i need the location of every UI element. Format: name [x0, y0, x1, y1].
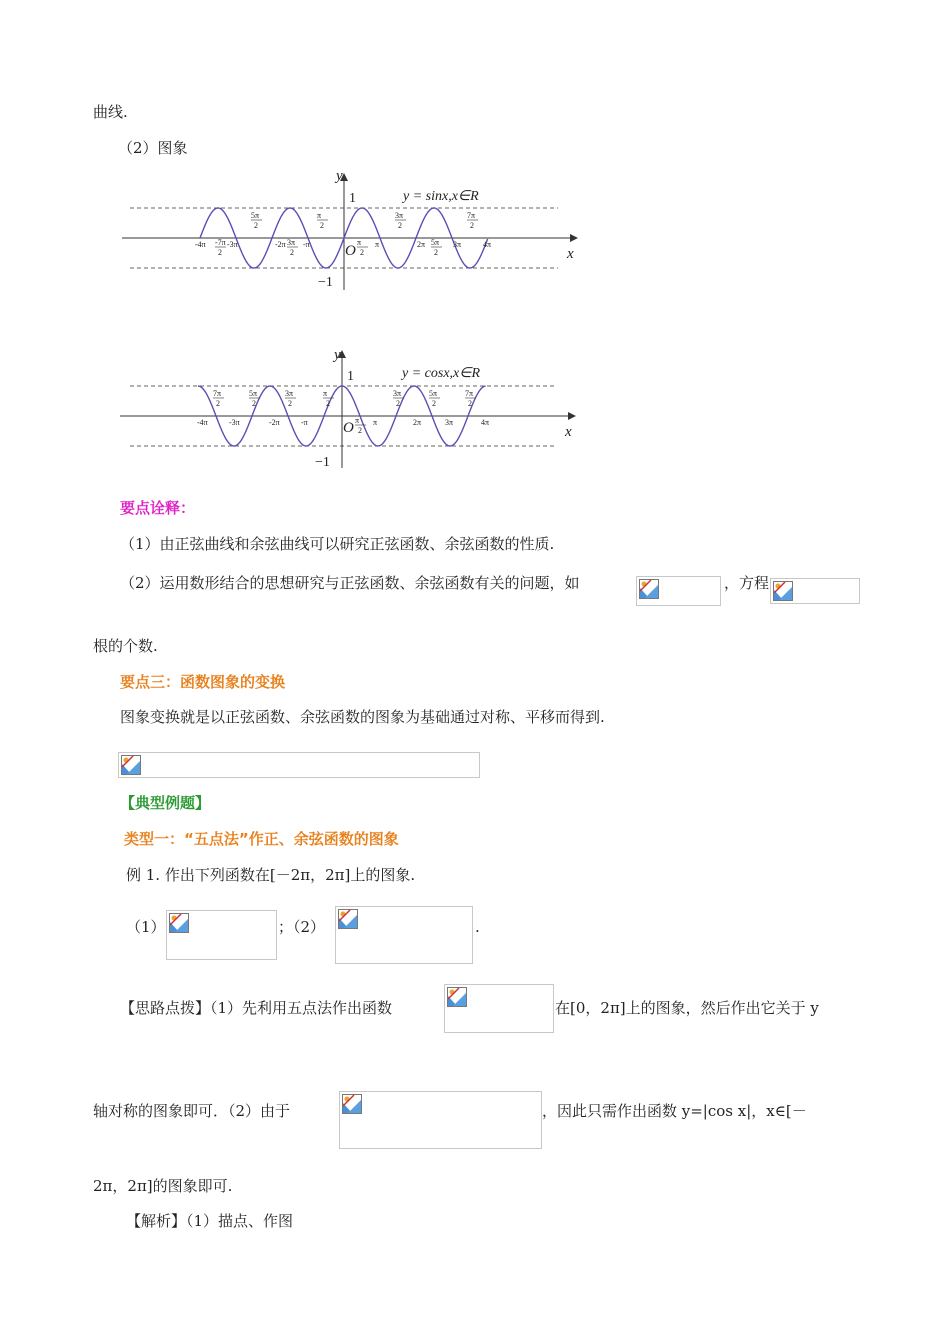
tick-label: 5π	[251, 211, 260, 220]
tick-label: -3π	[229, 418, 240, 427]
tick-label: π	[375, 240, 380, 249]
tick-label: -2π	[275, 240, 286, 249]
tick-label: 3π	[453, 240, 462, 249]
hint-part-a: 【思路点拨】（1）先利用五点法作出函数	[120, 999, 393, 1017]
section-3-title: 要点三：函数图象的变换	[120, 673, 286, 691]
tick-label: 2	[468, 399, 472, 408]
tick-label: 2	[320, 221, 324, 230]
tick-label: 2	[398, 221, 402, 230]
tick-label: π	[317, 211, 322, 220]
broken-image-icon	[447, 987, 467, 1007]
example-1-separator: ；（2）	[278, 918, 326, 936]
sine-axis-x: x	[567, 246, 574, 262]
section-3-text: 图象变换就是以正弦函数、余弦函数的图象为基础通过对称、平移而得到.	[120, 708, 605, 726]
tick-label: 7π	[465, 389, 474, 398]
tick-label: -4π	[197, 418, 208, 427]
type-1-title: 类型一：“五点法”作正、余弦函数的图象	[124, 830, 399, 848]
broken-image-icon	[773, 581, 793, 601]
tick-label: 2	[326, 399, 330, 408]
cosine-one: 1	[347, 369, 354, 384]
tick-label: 3π	[445, 418, 454, 427]
sine-one: 1	[349, 191, 356, 206]
tick-label: 5π	[431, 238, 440, 247]
tick-label: π	[357, 238, 362, 247]
tick-label: 7π	[467, 211, 476, 220]
example-1-end: .	[475, 918, 480, 936]
tick-label: 2	[434, 248, 438, 257]
cosine-origin: O	[343, 420, 354, 436]
tick-label: -π	[303, 240, 310, 249]
tick-label: -4π	[195, 240, 206, 249]
broken-image-placeholder	[770, 578, 860, 604]
examples-heading: 【典型例题】	[120, 794, 211, 812]
tick-label: 2	[396, 399, 400, 408]
hint-part-d: ，因此只需作出函数 y=|cos x|，x∈[－	[542, 1102, 807, 1120]
broken-image-icon	[639, 579, 659, 599]
note-1: （1）由正弦曲线和余弦曲线可以研究正弦函数、余弦函数的性质.	[120, 535, 555, 553]
hint-part-b: 在[0，2π]上的图象，然后作出它关于 y	[555, 999, 819, 1017]
broken-image-placeholder	[444, 984, 554, 1033]
tick-label: 2	[288, 399, 292, 408]
tick-label: 4π	[483, 240, 492, 249]
sine-neg-one: −1	[318, 275, 333, 290]
image-heading: （2）图象	[118, 139, 188, 157]
tick-label: 5π	[249, 389, 258, 398]
tick-label: π	[323, 389, 328, 398]
broken-image-icon	[342, 1094, 362, 1114]
broken-image-placeholder	[166, 910, 277, 960]
cosine-axis-y: y	[334, 347, 341, 363]
keypoint-label: 要点诠释：	[120, 499, 196, 517]
tick-label: 2	[358, 426, 362, 435]
tick-label: 3π	[395, 211, 404, 220]
tick-label: 2	[254, 221, 258, 230]
tick-label: 5π	[429, 389, 438, 398]
note-2a: （2）运用数形结合的思想研究与正弦函数、余弦函数有关的问题，如	[120, 574, 580, 592]
sine-title: y = sinx,x∈R	[403, 189, 479, 204]
sine-axis-y: y	[336, 168, 343, 184]
tick-label: 2	[216, 399, 220, 408]
tick-label: -7π	[215, 238, 226, 247]
solution-heading: 【解析】（1）描点、作图	[126, 1212, 294, 1230]
sine-graph	[118, 165, 588, 295]
cosine-neg-one: −1	[315, 455, 330, 470]
cosine-title: y = cosx,x∈R	[402, 366, 480, 381]
broken-image-placeholder	[118, 752, 480, 778]
broken-image-placeholder	[636, 576, 721, 606]
tick-label: 3π	[393, 389, 402, 398]
note-2c: 根的个数.	[93, 637, 158, 655]
sine-origin: O	[345, 243, 356, 259]
note-2b: ，方程	[724, 574, 770, 592]
tick-label: 2	[218, 248, 222, 257]
hint-part-c: 轴对称的图象即可．（2）由于	[93, 1102, 291, 1120]
tick-label: -3π	[227, 240, 238, 249]
tick-label: 4π	[481, 418, 490, 427]
tick-label: 2π	[417, 240, 426, 249]
broken-image-placeholder	[339, 1091, 542, 1149]
tick-label: 2	[360, 248, 364, 257]
tick-label: 2	[252, 399, 256, 408]
cosine-graph	[118, 345, 588, 475]
tick-label: 3π	[285, 389, 294, 398]
tick-label: -2π	[269, 418, 280, 427]
tick-label: 2	[432, 399, 436, 408]
broken-image-icon	[338, 909, 358, 929]
tick-label: 2π	[413, 418, 422, 427]
broken-image-icon	[169, 913, 189, 933]
text-curve: 曲线.	[93, 103, 128, 121]
hint-part-e: 2π，2π]的图象即可.	[93, 1177, 233, 1195]
tick-label: 3π	[287, 238, 296, 247]
tick-label: π	[355, 416, 360, 425]
cosine-axis-x: x	[565, 424, 572, 440]
tick-label: π	[373, 418, 378, 427]
example-1: 例 1. 作出下列函数在[－2π，2π]上的图象.	[126, 866, 416, 884]
tick-label: -π	[301, 418, 308, 427]
tick-label: 7π	[213, 389, 222, 398]
broken-image-icon	[121, 755, 141, 775]
tick-label: 2	[290, 248, 294, 257]
example-1-part-1-label: （1）	[126, 918, 166, 936]
tick-label: 2	[470, 221, 474, 230]
broken-image-placeholder	[335, 906, 473, 964]
